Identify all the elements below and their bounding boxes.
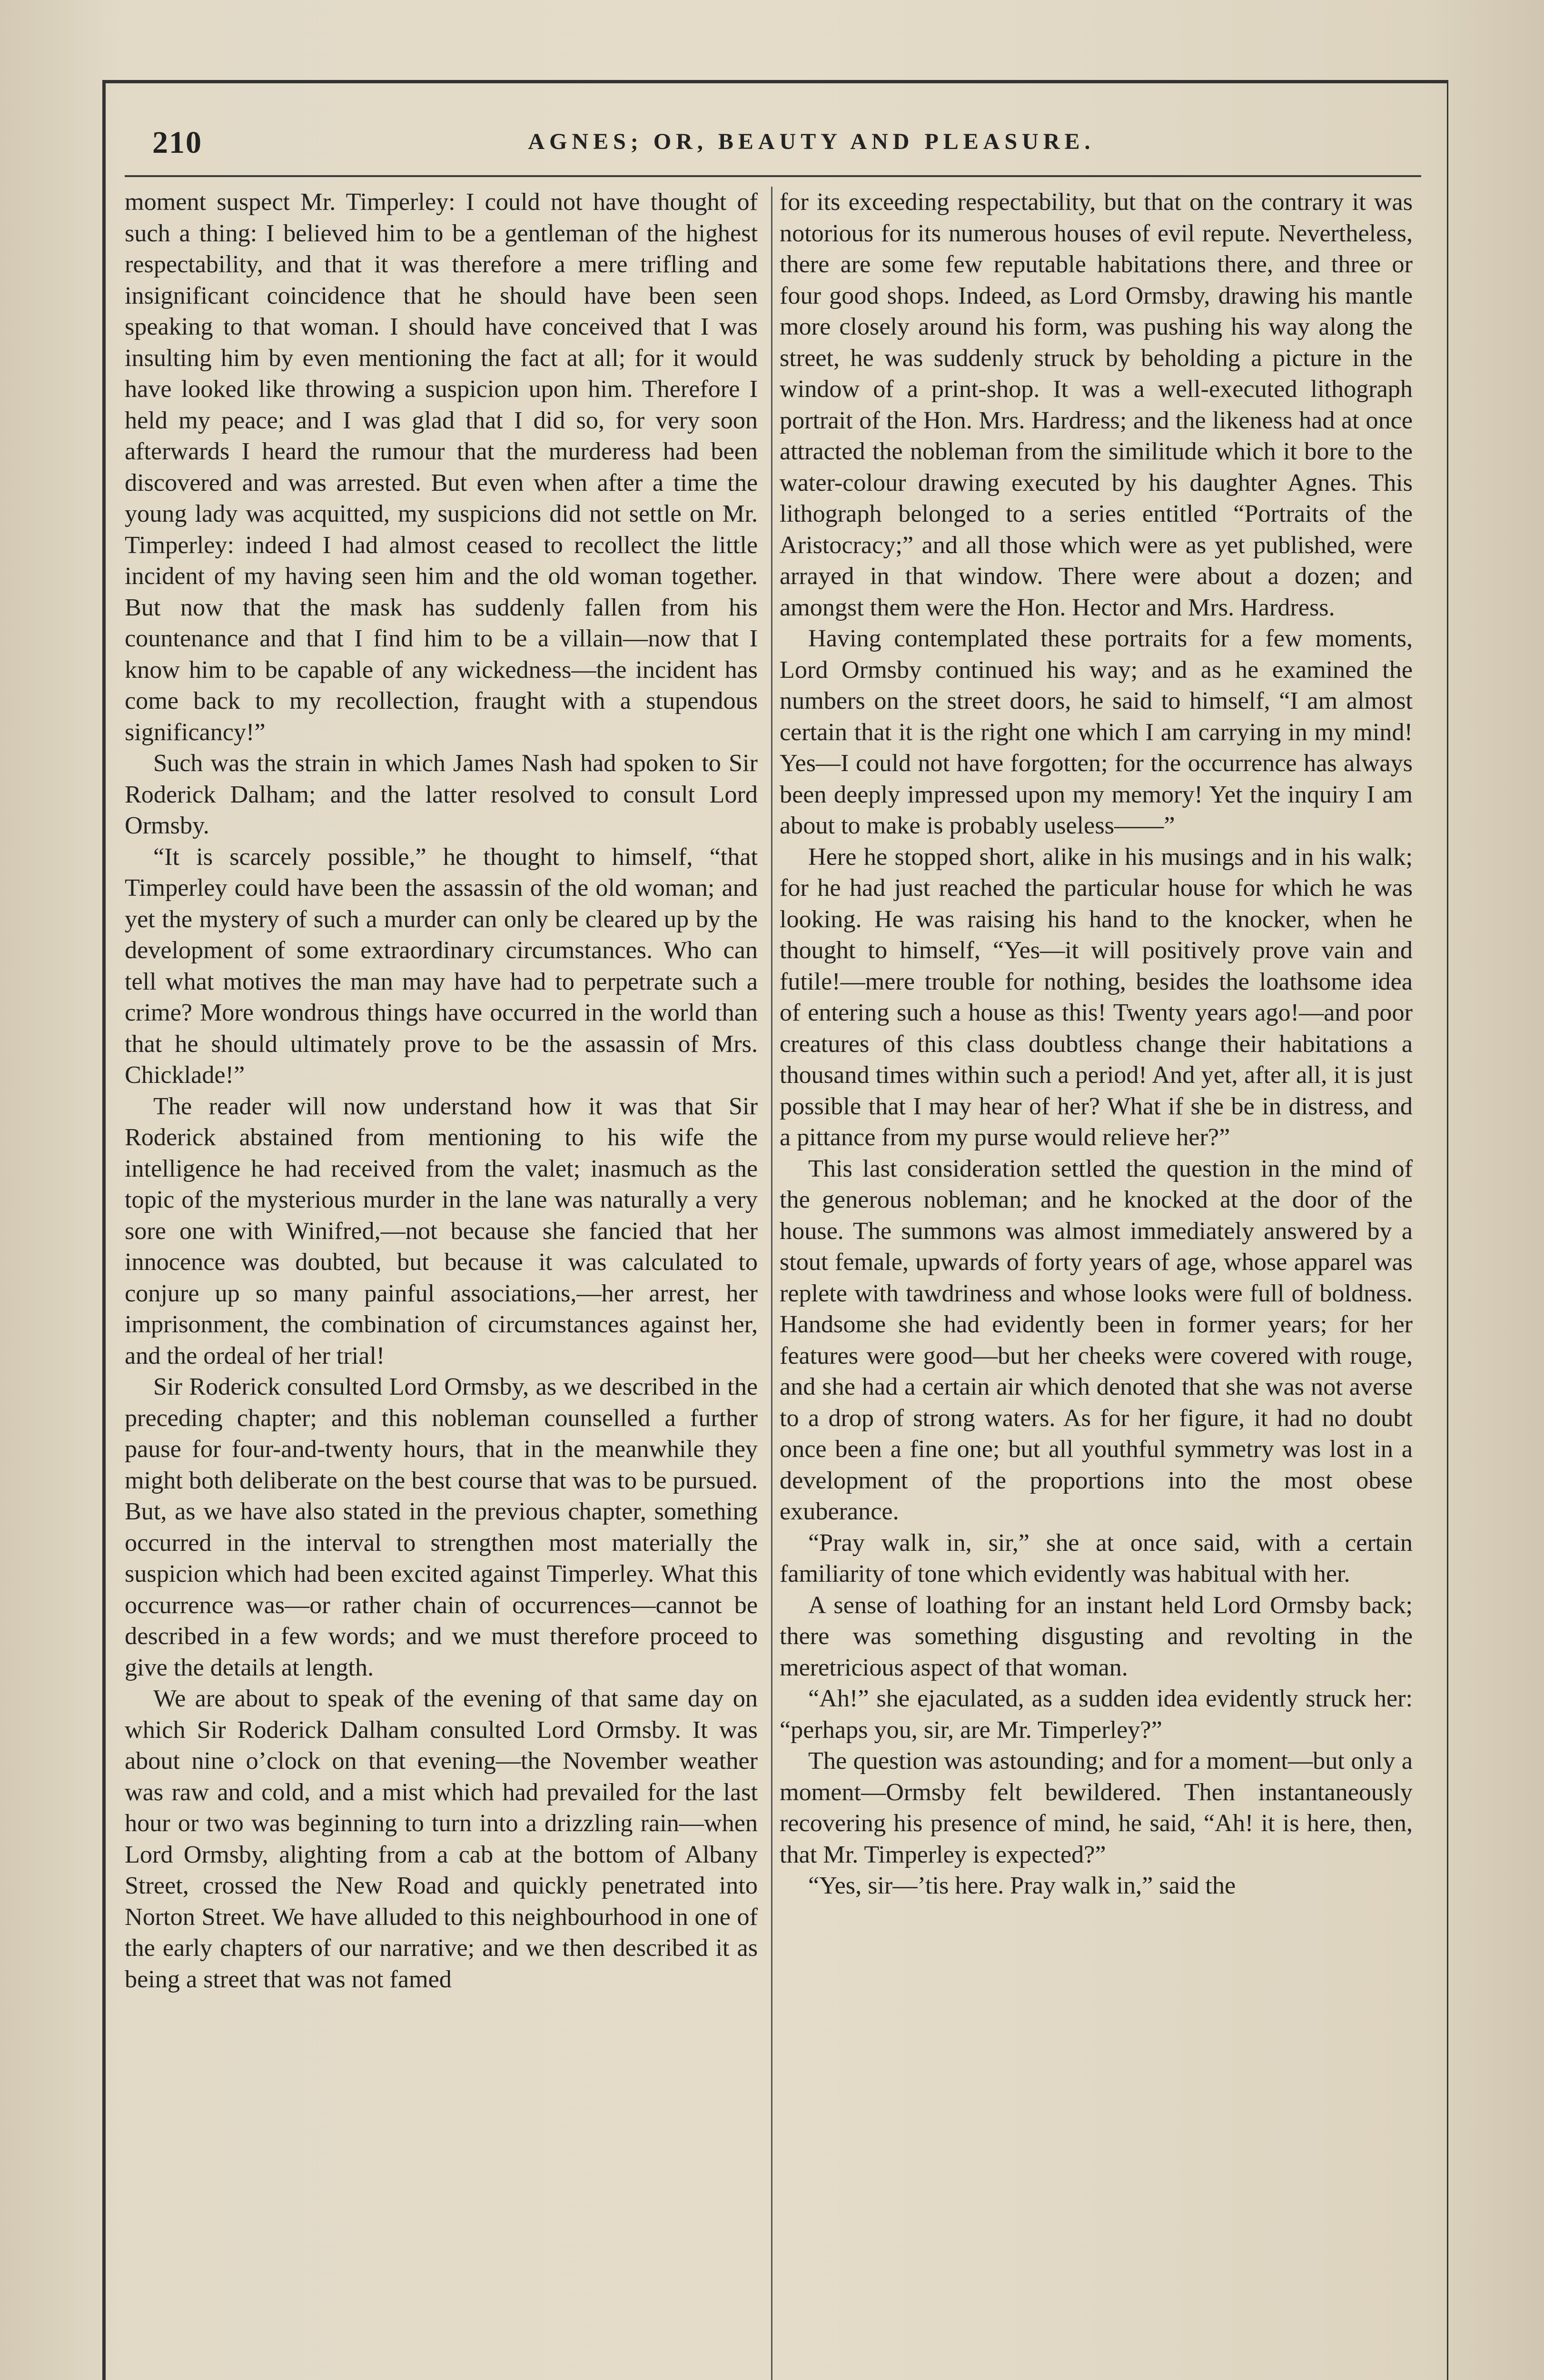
paragraph: “Yes, sir—’tis here. Pray walk in,” said the: [808, 1872, 1236, 1899]
paragraph: Having contemplated these portraits for a few moments, Lord Ormsby continued his way; and as he examined the numbers on the street doors, he said to himself, “I am almost certain that it is the right one which I am carrying in my mind! Yes—I could not have forgotten; for the occurrence has always been deeply impressed upon my memory! Yet the inquiry I am about to make is probably useless——”: [780, 625, 1413, 839]
page-number: 210: [152, 125, 202, 160]
right-column: [780, 187, 1413, 2367]
paragraph: This last consideration settled the question in the mind of the generous nobleman; and he knocked at the door of the house. The summons was almost immediately answered by a stout female, upwards of forty years of age, whose apparel was replete with tawdriness and whose looks were full of boldness. Handsome she had evidently been in former years; for her features were good—but her cheeks were covered with rouge, and she had a certain air which denoted that she was not averse to a drop of strong waters. As for her figure, it had no doubt once been a fine one; but all youthful symmetry was lost in a development of the proportions into the most obese exuberance.: [780, 1154, 1413, 1525]
left-column: [125, 187, 758, 2367]
paragraph: “Ah!” she ejaculated, as a sudden idea evidently struck her: “perhaps you, sir, are Mr. Timperley?”: [780, 1685, 1413, 1744]
column-divider: [771, 187, 772, 2380]
header-rule: [125, 175, 1421, 177]
paragraph: The question was astounding; and for a moment—but only a moment—Ormsby felt bewildered. Then instantaneously recovering his presence of mind, he said, “Ah! it is here, then, that Mr. Timperley is expected?”: [780, 1747, 1413, 1868]
page-header: [152, 125, 1423, 168]
paragraph: “It is scarcely possible,” he thought to himself, “that Timperley could have been the assassin of the old woman; and yet the mystery of such a murder can only be cleared up by the development of some extraordinary circumstances. Who can tell what motives the man may have had to perpetrate such a crime? More wondrous things have occurred in the world than that he should ultimately prove to be the assassin of Mrs. Chicklade!”: [125, 843, 758, 1089]
paragraph: moment suspect Mr. Timperley: I could not have thought of such a thing: I believed him to be a gentleman of the highest respectability, and that it was therefore a mere trifling and insignificant coincidence that he should have been seen speaking to that woman. I should have conceived that I was insulting him by even mentioning the fact at all; for it would have looked like throwing a suspicion upon him. Therefore I held my peace; and I was glad that I did so, for very soon afterwards I heard the rumour that the murderess had been discovered and was arrested. But even when after a time the young lady was acquitted, my suspicions did not settle on Mr. Timperley: indeed I had almost ceased to recollect the little incident of my having seen him and the old woman together. But now that the mask has suddenly fallen from his countenance and that I find him to be a villain—now that I know him to be capable of any wickedness—the incident has come back to my recollection, fraught with a stupendous significancy!”: [125, 188, 758, 746]
paragraph: Sir Roderick consulted Lord Ormsby, as we described in the preceding chapter; and this nobleman counselled a further pause for four-and-twenty hours, that in the meanwhile they might both deliberate on the best course that was to be pursued. But, as we have also stated in the previous chapter, something occurred in the interval to strengthen most materially the suspicion which had been excited against Timperley. What this occurrence was—or rather chain of occurrences—cannot be described in a few words; and we must therefore proceed to give the details at length.: [125, 1373, 758, 1681]
paragraph: We are about to speak of the evening of that same day on which Sir Roderick Dalham consulted Lord Ormsby. It was about nine o’clock on that evening—the November weather was raw and cold, and a mist which had prevailed for the last hour or two was beginning to turn into a drizzling rain—when Lord Ormsby, alighting from a cab at the bottom of Albany Street, crossed the New Road and quickly penetrated into Norton Street. We have alluded to this neighbourhood in one of the early chapters of our narrative; and we then described it as being a street that was not famed: [125, 1685, 758, 1993]
paragraph: Here he stopped short, alike in his musings and in his walk; for he had just reached the particular house for which he was looking. He was raising his hand to the knocker, when he thought to himself, “Yes—it will positively prove vain and futile!—mere trouble for nothing, besides the loathsome idea of entering such a house as this! Twenty years ago!—and poor creatures of this class doubtless change their habitations a thousand times within such a period! And yet, after all, it is just possible that I may hear of her? What if she be in distress, and a pittance from my purse would relieve her?”: [780, 843, 1413, 1151]
paragraph: for its exceeding respectability, but that on the contrary it was notorious for its numerous houses of evil repute. Nevertheless, there are some few reputable habitations there, and three or four good shops. Indeed, as Lord Ormsby, drawing his mantle more closely around his form, was pushing his way along the street, he was suddenly struck by beholding a picture in the window of a print-shop. It was a well-executed lithograph portrait of the Hon. Mrs. Hardress; and the likeness had at once attracted the nobleman from the similitude which it bore to the water-colour drawing executed by his daughter Agnes. This lithograph belonged to a series entitled “Portraits of the Aristocracy;” and all those which were as yet published, were arrayed in that window. There were about a dozen; and amongst them were the Hon. Hector and Mrs. Hardress.: [780, 188, 1413, 621]
running-title: AGNES; OR, BEAUTY AND PLEASURE.: [528, 129, 1095, 154]
paragraph: The reader will now understand how it was that Sir Roderick abstained from mentioning to his wife the intelligence he had received from the valet; inasmuch as the topic of the mysterious murder in the lane was naturally a very sore one with Winifred,—not because she fancied that her innocence was doubted, but because it was calculated to conjure up so many painful associations,—her arrest, her imprisonment, the combination of circumstances against her, and the ordeal of her trial!: [125, 1092, 758, 1369]
paragraph: A sense of loathing for an instant held Lord Ormsby back; there was something disgusting and revolting in the meretricious aspect of that woman.: [780, 1591, 1413, 1681]
paragraph: “Pray walk in, sir,” she at once said, with a certain familiarity of tone which evidently was habitual with her.: [780, 1528, 1413, 1587]
paragraph: Such was the strain in which James Nash had spoken to Sir Roderick Dalham; and the latter resolved to consult Lord Ormsby.: [125, 749, 758, 839]
